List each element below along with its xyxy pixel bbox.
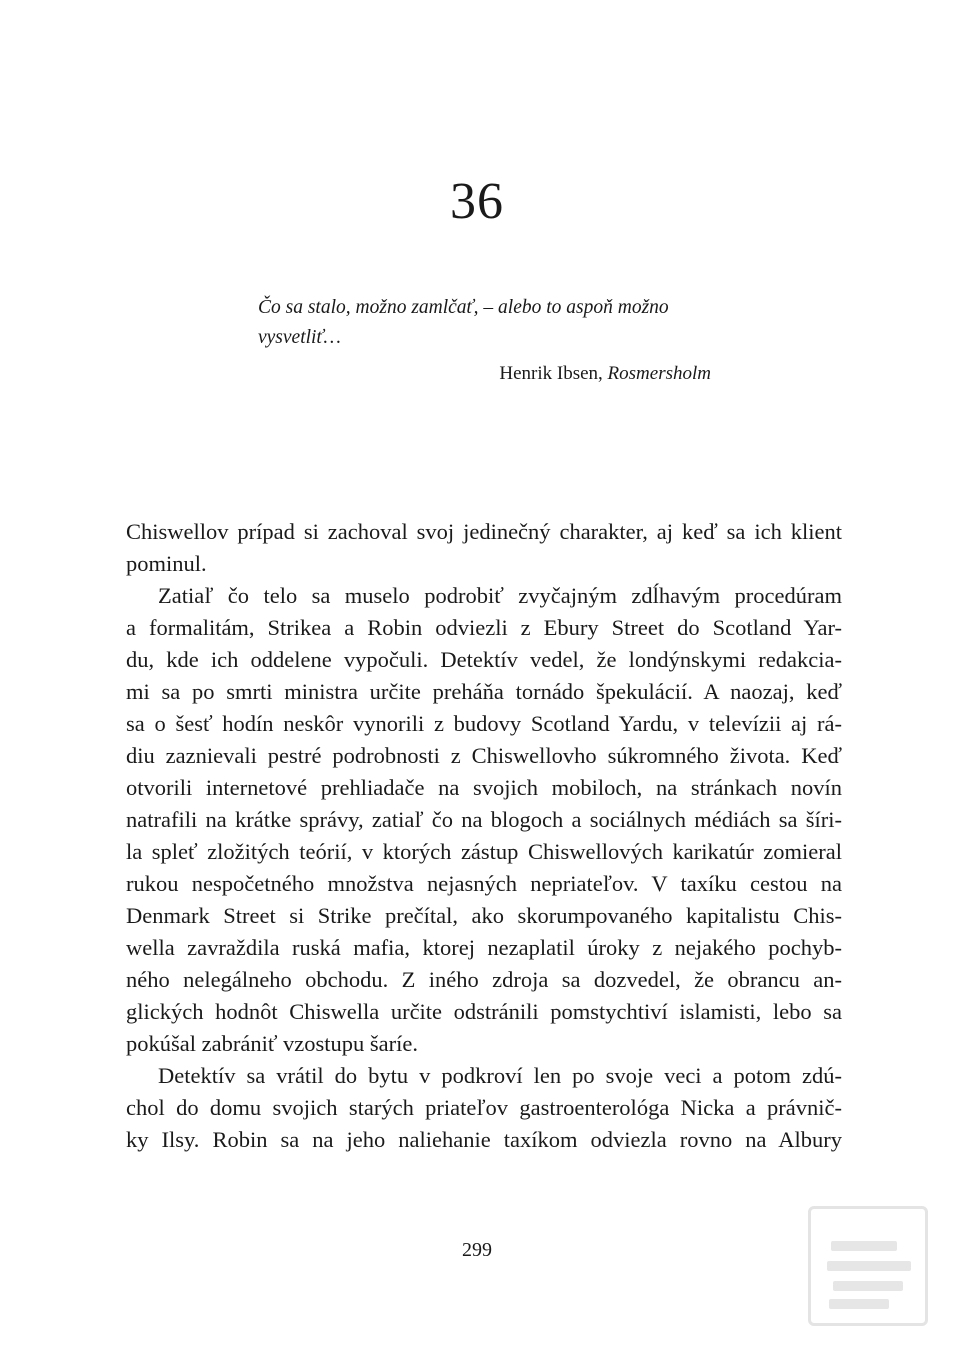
text-line: mi sa po smrti ministra určite preháňa tornádo špekulácií. A naozaj, keď [126, 679, 842, 704]
text-line: ky Ilsy. Robin sa na jeho naliehanie taxíkom odviezla rovno na Albury [126, 1127, 842, 1152]
body-text [126, 516, 842, 1156]
chapter-number: 36 [450, 173, 504, 230]
text-line: chol do domu svojich starých priateľov gastroenterológa Nicka a právnič- [126, 1095, 842, 1120]
watermark-bar [831, 1241, 897, 1251]
watermark-bar [827, 1261, 911, 1271]
epigraph [258, 293, 728, 353]
text-line: la spleť zložitých teórií, v ktorých zástup Chiswellových karikatúr zomieral [126, 839, 842, 864]
epigraph-work: Rosmersholm [607, 363, 711, 384]
epigraph-author: Henrik Ibsen, [499, 363, 608, 384]
watermark-bar [829, 1299, 889, 1309]
text-line: pokúšal zabrániť vzostupu šaríe. [126, 1031, 419, 1056]
text-line: pominul. [126, 551, 207, 576]
text-line: du, kde ich oddelene vypočuli. Detektív vedel, že londýnskymi redakcia- [126, 647, 842, 672]
text-line: diu zaznievali pestré podrobnosti z Chiswellovho súkromného života. Keď [126, 743, 842, 768]
text-line: Detektív sa vrátil do bytu v podkroví len po svoje veci a potom zdú- [158, 1063, 842, 1088]
watermark-bar [833, 1281, 903, 1291]
text-line: a formalitám, Strikea a Robin odviezli z Ebury Street do Scotland Yar- [126, 615, 842, 640]
epigraph-source [0, 359, 711, 389]
epigraph-line: vysvetliť… [258, 327, 341, 348]
text-line: Chiswellov prípad si zachoval svoj jedinečný charakter, aj keď sa ich klient [126, 519, 842, 544]
text-line: Zatiaľ čo telo sa muselo podrobiť zvyčajným zdĺhavým procedúram [158, 583, 842, 608]
text-line: glických hodnôt Chiswella určite odstránili pomstychtiví islamisti, lebo sa [126, 999, 842, 1024]
text-line: wella zavraždila ruská mafia, ktorej nezaplatil úroky z nejakého pochyb- [126, 935, 842, 960]
book-stack-icon [808, 1206, 928, 1326]
text-line: Denmark Street si Strike prečítal, ako skorumpovaného kapitalistu Chis- [126, 903, 842, 928]
text-line: otvorili internetové prehliadače na svojich mobiloch, na stránkach novín [126, 775, 842, 800]
text-line: natrafili na krátke správy, zatiaľ čo na blogoch a sociálnych médiách sa šíri- [126, 807, 842, 832]
text-line: ného nelegálneho obchodu. Z iného zdroja sa dozvedel, že obrancu an- [126, 967, 842, 992]
text-line: rukou nespočetného množstva nejasných nepriateľov. V taxíku cestou na [126, 871, 842, 896]
text-line: sa o šesť hodín neskôr vynorili z budovy Scotland Yardu, v televízii aj rá- [126, 711, 842, 736]
epigraph-line: Čo sa stalo, možno zamlčať, – alebo to aspoň možno [258, 297, 669, 318]
page-number: 299 [462, 1239, 492, 1261]
